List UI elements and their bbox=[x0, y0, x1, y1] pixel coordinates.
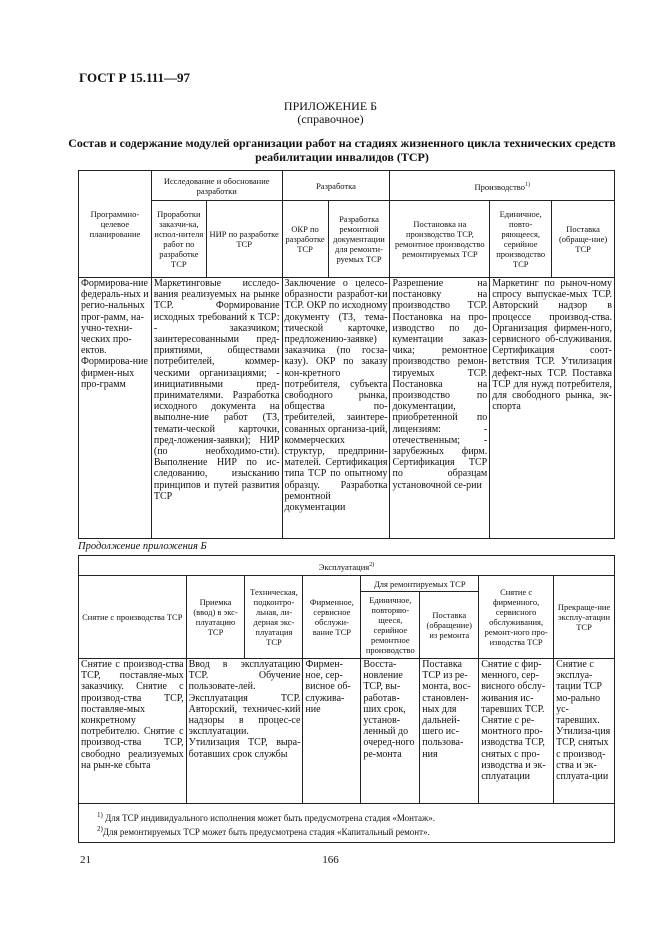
cell-research: Маркетинговые исследо-вания реализуемых на рынке ТСР. Формирование исходных требований к ТСР: - заказчиком; заинтересованными пред-приятиями, обществами потребителей, коммер-ческими организациями; - инициативными пред-принимателями. Разработка исходного документа на выполне-ние работ (ТЗ, темати-ческой карточки, пред-ложения-заявки); НИР (по необходимо-сти). Выполнение НИР по ис-следованию, изысканию принципов и путей развития ТСР bbox=[151, 278, 282, 539]
header-operation bbox=[79, 556, 615, 576]
header-production-removal: Снятие с производства ТСР bbox=[79, 576, 187, 659]
header-research: Исследование и обоснование разработки bbox=[151, 171, 282, 201]
appendix-label: ПРИЛОЖЕНИЕ Б bbox=[283, 99, 378, 113]
footnote-2-text: Для ремонтируемых ТСР может быть предусмотрена стадия «Капитальный ремонт». bbox=[102, 827, 430, 837]
header-okr: ОКР по разработке ТСР bbox=[282, 201, 328, 278]
header-operation-label: Эксплуатация bbox=[318, 561, 370, 572]
header-repairable: Для ремонтируемых ТСР bbox=[361, 576, 479, 592]
cell-acceptance-operation: Ввод в эксплуатацию ТСР. Обучение пользовате-лей. Эксплуатация ТСР. Авторский, техничес-кий надзоры в процес-се эксплуатации. Утилизация ТСР, выра-ботавших срок службы bbox=[186, 659, 303, 804]
page-number-center: 166 bbox=[322, 854, 339, 866]
footnotes bbox=[79, 804, 615, 843]
footnote-ref-2: 2) bbox=[369, 561, 375, 568]
cell-service: Фирмен-ное, сер-висное об-служива-ние bbox=[303, 659, 361, 804]
header-service-removal: Снятие с фирменного, сервисного обслуживания, ремонт-ного про-изводства ТСР bbox=[479, 576, 554, 659]
footnote-ref-1: 1) bbox=[525, 181, 530, 188]
header-development: Разработка bbox=[282, 171, 390, 201]
footnote-2 bbox=[97, 824, 610, 838]
header-service: Фирменное, сервисное обслужи-вание ТСР bbox=[303, 576, 361, 659]
header-repair-production: Единичное, повторяю-щееся, серийное ремонтное производство bbox=[361, 592, 420, 659]
cell-repair-production: Восста-новление ТСР, вы-работав-ших срок, установ-ленный до очеред-ного ре-монта bbox=[361, 659, 420, 804]
cell-production-setup: Разрешение на постановку на производство ТСР. Постановка на про-изводство по до-кументации заказ-чика; ремонтное производство ремон-тируемых ТСР. Постановка на производство по документации, приобретенной по лицензиям: - отечественным; - зарубежных фирм. Сертификация ТСР по образцам установочной се-рии bbox=[390, 278, 490, 539]
header-program-planning: Программно-целевое планирование bbox=[79, 171, 152, 278]
cell-repair-supply: Поставка ТСР из ре-монта, вос-становлен-ных для дальней-шего ис-пользова-ния bbox=[420, 659, 479, 804]
header-production-label: Производство bbox=[474, 181, 525, 192]
cell-program-planning: Формирова-ние федераль-ных и регио-нальных прог-рамм, на-учно-техни-ческих про-ектов. Формирова-ние фирмен-ных про-грамм bbox=[79, 278, 152, 539]
header-customer-proposals: Проработки заказчи-ка, испол-нителя работ по разработке ТСР bbox=[151, 201, 206, 278]
header-repair-docs: Разработка ремонтной документации для ремонти-руемых ТСР bbox=[328, 201, 390, 278]
header-repair-supply: Поставка (обращение) из ремонта bbox=[420, 592, 479, 659]
document-header: ГОСТ Р 15.111—97 bbox=[79, 70, 191, 85]
page-number-left: 21 bbox=[80, 854, 91, 866]
cell-development: Заключение о целесо-образности разработ-ки ТСР. ОКР по исходному документу (ТЗ, тема-тической карточке, предложению-заявке) заказчика (по госза-казу). ОКР по заказу кон-кретного потребителя, субъекта свободного рынка, общества по-требителей, заинтере-сованных организа-ций, коммерческих структур, предприни-мателей. Сертификация типа ТСР по опытному образцу. Разработка ремонтной документации bbox=[282, 278, 390, 539]
cell-production: Маркетинг по рыноч-ному спросу выпускае-мых ТСР. Авторский надзор в процессе производ-ства. Организация фирмен-ного, сервисного об-служивания. Сертификация соот-ветствия ТСР. Утилизация дефект-ных ТСР. Поставка ТСР для нужд потребителя, для свободного рынка, эк-спорта bbox=[490, 278, 615, 539]
header-supply: Поставка (обраще-ние) ТСР bbox=[552, 201, 615, 278]
footnote-1 bbox=[97, 810, 610, 824]
appendix-title bbox=[0, 100, 661, 126]
cell-service-removal: Снятие с фир-менного, сер-висного обслу-живания ис-таревших ТСР. Снятие с ре-монтного про-изводства ТСР, снятых с про-изводства и эк-сплуатации bbox=[479, 659, 554, 804]
header-production bbox=[390, 171, 615, 201]
cell-production-removal: Снятие с производ-ства ТСР, поставляе-мых заказчику. Снятие с производ-ства ТСР, поставляе-мых конкретному потребителю. Снятие с производ-ства ТСР, свободно реализуемых на рын-ке сбыта bbox=[79, 659, 187, 804]
table-heading: Состав и содержание модулей организации работ на стадиях жизненного цикла технических средств реабилитации инвалидов (ТСР) bbox=[68, 136, 616, 164]
continuation-label: Продолжение приложения Б bbox=[78, 541, 207, 552]
cell-termination: Снятие с эксплуа-тации ТСР мо-рально ус-таревших. Утилиза-ция ТСР, снятых с производ-ства и эк-сплуата-ции bbox=[554, 659, 615, 804]
lifecycle-table-1 bbox=[78, 170, 615, 539]
header-production-setup: Постановка на производство ТСР, ремонтное производство ремонтируемых ТСР bbox=[390, 201, 490, 278]
header-termination: Прекраще-ние эксплу-атации ТСР bbox=[554, 576, 615, 659]
header-serial-production: Единичное, повто-ряющееся, серийное производство ТСР bbox=[490, 201, 552, 278]
header-nir: НИР по разработке ТСР bbox=[206, 201, 282, 278]
header-acceptance: Приемка (ввод) в экс-плуатацию ТСР bbox=[186, 576, 245, 659]
footnote-2-mark: 2) bbox=[97, 825, 103, 833]
appendix-note: (справочное) bbox=[297, 112, 364, 126]
lifecycle-table-2 bbox=[78, 555, 615, 843]
footnote-1-text: Для ТСР индивидуального исполнения может быть предусмотрена стадия «Монтаж». bbox=[105, 813, 435, 823]
footnote-1-mark: 1) bbox=[97, 811, 103, 819]
header-technical-operation: Техническая, подконтро-льная, ли-дерная экс-плуатация ТСР bbox=[245, 576, 303, 659]
